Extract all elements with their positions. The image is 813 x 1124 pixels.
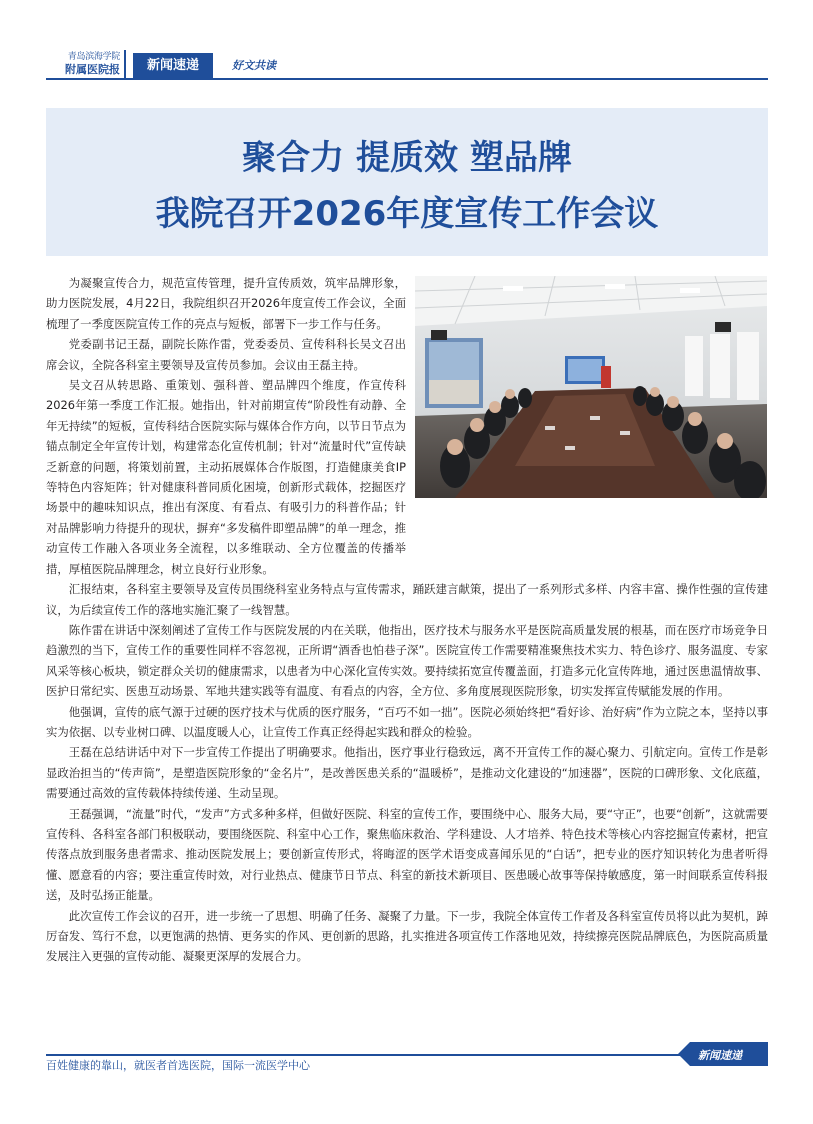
paragraph: 他强调，宣传的底气源于过硬的医疗技术与优质的医疗服务，“百巧不如一拙”。医院必须始终把“看好诊、治好病”作为立院之本，坚持以事实为依据、以专业树口碑、以温度暖人心，让宣传工作真正经得起实践和群众的检验。 <box>46 704 768 739</box>
paragraph: 王磊在总结讲话中对下一步宣传工作提出了明确要求。他指出，医疗事业行稳致远，离不开宣传工作的凝心聚力、引航定向。宣传工作是彰显政治担当的“传声筒”，是塑造医院形象的“金名片”，是改善医患关系的“温暖桥”，是推动文化建设的“加速器”，医院的口碑形象、文化底蕴，需要通过高效的宣传载体持续传递、生动呈现。 <box>46 745 768 801</box>
column-tab-reading[interactable]: 好文共读 <box>232 59 276 72</box>
page-header <box>0 0 813 90</box>
brand-name-line1: 青岛滨海学院 <box>67 52 120 62</box>
footer-rule <box>46 1054 686 1056</box>
section-tab-news[interactable]: 新闻速递 <box>133 53 213 78</box>
header-divider <box>124 50 126 80</box>
paragraph: 此次宣传工作会议的召开，进一步统一了思想、明确了任务、凝聚了力量。下一步，我院全体宣传工作者及各科室宣传员将以此为契机，踔厉奋发、笃行不怠，以更饱满的热情、更务实的作风、更创新的思路，扎实推进各项宣传工作落地见效，持续擦亮医院品牌底色，为医院高质量发展注入更强的宣传动能、凝聚更深厚的发展合力。 <box>46 908 768 964</box>
paragraph: 为凝聚宣传合力，规范宣传管理，提升宣传质效，筑牢品牌形象，助力医院发展，4月22日，我院组织召开2026年度宣传工作会议，全面梳理了一季度医院宣传工作的亮点与短板，部署下一步工作与任务。 <box>46 276 406 331</box>
paragraph: 陈作雷在讲话中深刻阐述了宣传工作与医院发展的内在关联，他指出，医疗技术与服务水平是医院高质量发展的根基，而在医疗市场竞争日趋激烈的当下，宣传工作的重要性同样不容忽视，正所谓“酒香也怕巷子深”。医院宣传工作需要精准聚焦技术实力、特色诊疗、服务温度、专家风采等核心板块，锁定群众关切的健康需求，以患者为中心深化宣传实效。要持续拓宽宣传覆盖面，打造多元化宣传阵地，通过医患温情故事、医护日常纪实、医患互动场景、军地共建实践等有温度、有看点的内容，全方位、多角度展现医院形象，切实发挥宣传赋能发展的作用。 <box>46 622 768 699</box>
headline-banner <box>46 108 768 256</box>
paragraph: 汇报结束，各科室主要领导及宣传员围绕科室业务特点与宣传需求，踊跃建言献策，提出了一系列形式多样、内容丰富、操作性强的宣传建议，为后续宣传工作的落地实施汇聚了一线智慧。 <box>46 582 768 617</box>
headline-line-2: 我院召开2026年度宣传工作会议 <box>155 194 659 234</box>
photo-wrap-spacer <box>406 273 768 539</box>
brand-name-line2: 附属医院报 <box>65 63 120 76</box>
footer-slogan: 百姓健康的靠山，就医者首选医院，国际一流医学中心 <box>46 1059 310 1072</box>
page-footer <box>0 1040 813 1100</box>
paragraph: 王磊强调，“流量”时代，“发声”方式多种多样，但做好医院、科室的宣传工作，要围绕中心、服务大局，要“守正”，也要“创新”，这就需要宣传科、各科室各部门积极联动，要围绕医院、科室中心工作，聚焦临床救治、学科建设、人才培养、特色技术等核心内容挖掘宣传素材，把宣传落点放到服务患者需求、推动医院发展上；要创新宣传形式，将晦涩的医学术语变成喜闻乐见的“白话”，把专业的医疗知识转化为患者听得懂、愿意看的内容；要注重宣传时效，对行业热点、健康节日节点、科室的新技术新项目、医患暖心故事等保持敏感度，第一时间联系宣传科报送，及时弘扬正能量。 <box>46 806 768 903</box>
footer-section-label: 新闻速递 <box>698 1049 742 1062</box>
paragraph: 党委副书记王磊，副院长陈作雷，党委委员、宣传科科长吴文召出席会议，全院各科室主要领导及宣传员参加。会议由王磊主持。 <box>46 337 406 372</box>
header-rule <box>46 78 768 80</box>
article-body <box>46 273 768 967</box>
brand-logo <box>58 52 120 77</box>
headline-line-1: 聚合力 提质效 塑品牌 <box>242 138 572 178</box>
paragraph: 吴文召从转思路、重策划、强科普、塑品牌四个维度，作宣传科2026年第一季度工作汇报。她指出，针对前期宣传“阶段性有动静、全年无持续”的短板，宣传科结合医院实际与媒体合作方向，以节日节点为锚点制定全年宣传计划，构建常态化宣传机制；针对“流量时代”宣传缺乏新意的问题，将策划前置，主动拓展媒体合作版图，打造健康美食IP等特色内容矩阵；针对健康科普同质化困境，创新形式载体，挖掘医疗场景中的趣味知识点，推出有深度、有看点、有吸引力的科普作品；针对品牌影响力待提升的现状，摒弃“多发稿件即塑品牌”的单一理念，推动宣传工作融入各项业务全流程，以多维联动、全方位覆盖的传播举措，厚植医院品牌理念，树立良好行业形象。 <box>46 378 406 576</box>
